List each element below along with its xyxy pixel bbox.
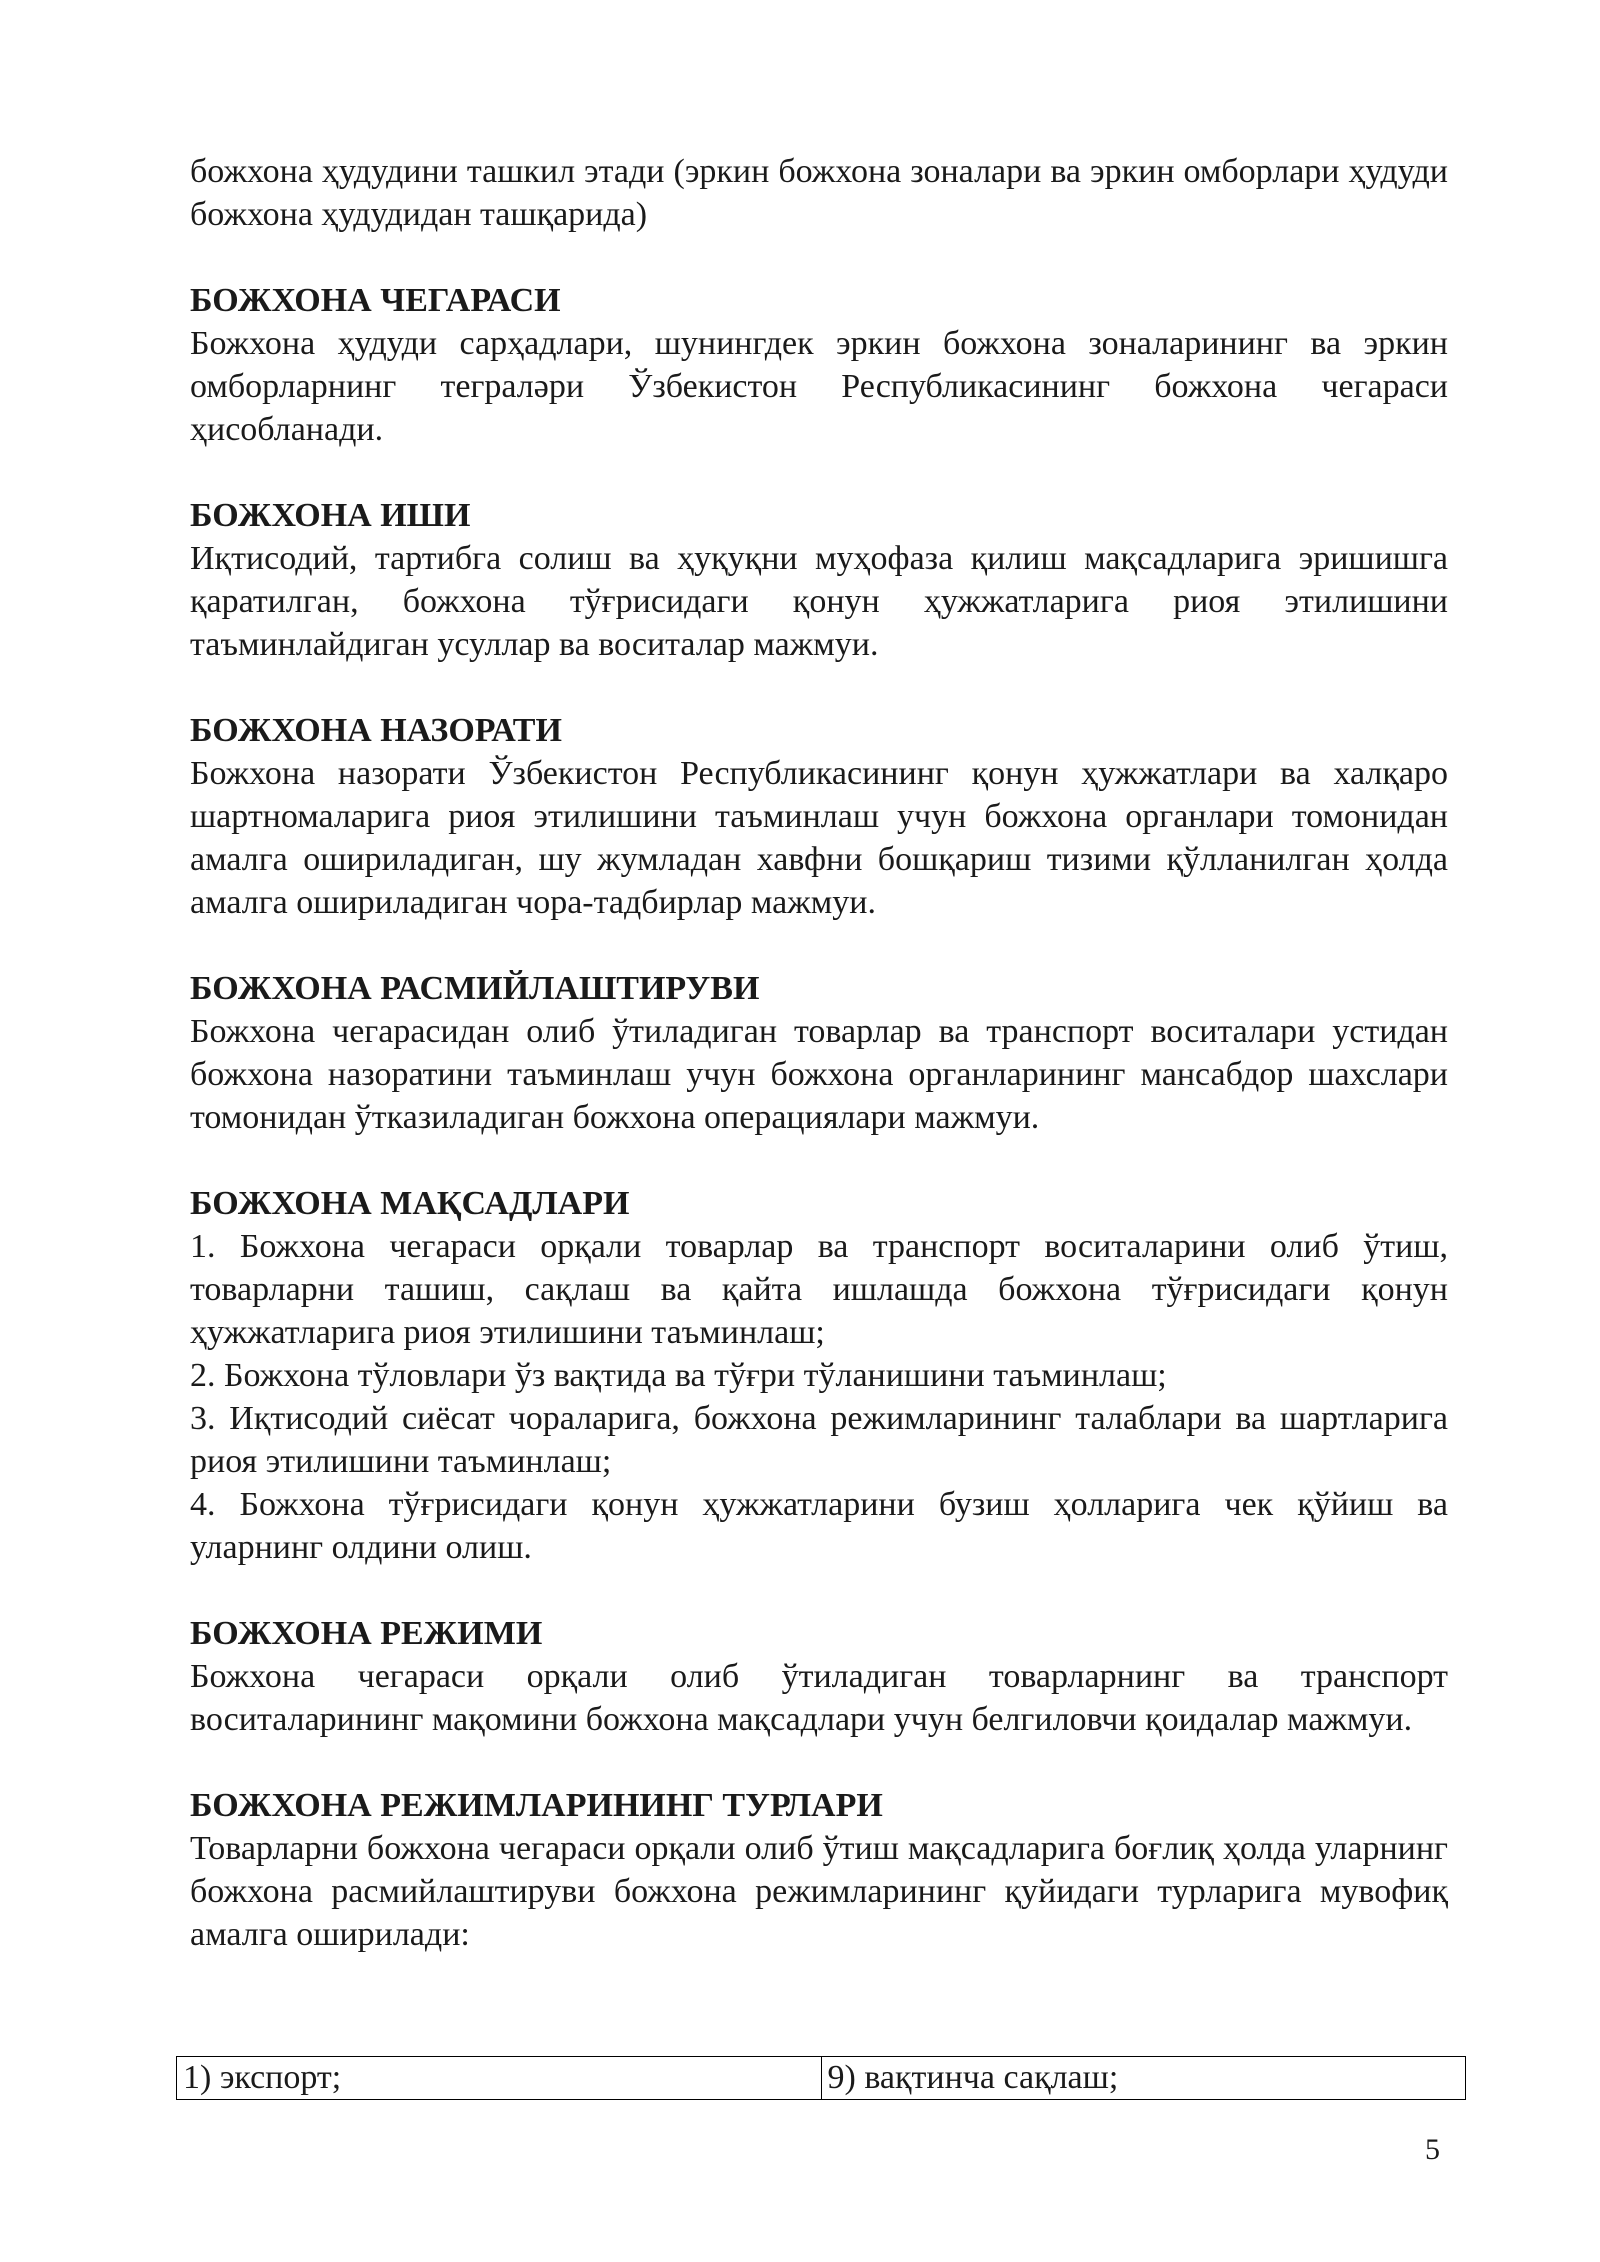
section-text: Товарларни божхона чегараси орқали олиб ўтиш мақсадларига боғлиқ ҳолда уларнинг божхона расмийлаштируви божхона режимларининг қуйидаги турларига мувофиқ амалга оширилади:	[190, 1830, 1448, 1953]
table-cell: 1) экспорт;	[177, 2057, 822, 2100]
section-customs-goals	[190, 1182, 1448, 1569]
regime-types-table	[176, 2056, 1466, 2100]
page-number: 5	[1425, 2133, 1440, 2166]
section-heading: БОЖХОНА ЧЕГАРАСИ	[190, 282, 561, 319]
section-heading: БОЖХОНА РЕЖИМЛАРИНИНГ ТУРЛАРИ	[190, 1787, 883, 1824]
section-text: Иқтисодий, тартибга солиш ва ҳуқуқни муҳофаза қилиш мақсадларига эришишга қаратилган, божхона тўғрисидаги қонун ҳужжатларига риоя этилишини таъминлайдиган усуллар ва воситалар мажмуи.	[190, 540, 1448, 663]
intro-paragraph: божхона ҳудудини ташкил этади (эркин божхона зоналари ва эркин омборлари ҳудуди божхона ҳудудидан ташқарида)	[190, 153, 1448, 233]
section-heading: БОЖХОНА ИШИ	[190, 497, 471, 534]
section-customs-regime	[190, 1612, 1448, 1741]
section-heading: БОЖХОНА НАЗОРАТИ	[190, 712, 562, 749]
section-heading: БОЖХОНА МАҚСАДЛАРИ	[190, 1185, 630, 1222]
section-text: Божхона чегарасидан олиб ўтиладиган товарлар ва транспорт воситалари устидан божхона назоратини таъминлаш учун божхона органларининг мансабдор шахслари томонидан ўтказиладиган божхона операциялари мажмуи.	[190, 1013, 1448, 1136]
section-text: Божхона чегараси орқали олиб ўтиладиган товарларнинг ва транспорт воситаларининг мақомини божхона мақсадлари учун белгиловчи қоидалар мажмуи.	[190, 1658, 1448, 1738]
list-item: 3. Иқтисодий сиёсат чораларига, божхона режимларининг талаблари ва шартларига риоя этилишини таъминлаш;	[190, 1400, 1448, 1480]
list-item: 4. Божхона тўғрисидаги қонун ҳужжатларини бузиш ҳолларига чек қўйиш ва уларнинг олдини олиш.	[190, 1486, 1448, 1566]
section-customs-control	[190, 709, 1448, 924]
section-heading: БОЖХОНА РАСМИЙЛАШТИРУВИ	[190, 970, 760, 1007]
section-customs-border	[190, 279, 1448, 451]
list-item: 2. Божхона тўловлари ўз вақтида ва тўғри тўланишини таъминлаш;	[190, 1357, 1167, 1394]
table-cell: 9) вақтинча сақлаш;	[821, 2057, 1466, 2100]
table-row	[177, 2057, 1466, 2100]
section-text: Божхона назорати Ўзбекистон Республикасининг қонун ҳужжатлари ва халқаро шартномаларига риоя этилишини таъминлаш учун божхона органлари томонидан амалга ошириладиган, шу жумладан хавфни бошқариш тизими қўлланилган ҳолда амалга ошириладиган чора-тадбирлар мажмуи.	[190, 755, 1448, 921]
section-customs-clearance	[190, 967, 1448, 1139]
section-heading: БОЖХОНА РЕЖИМИ	[190, 1615, 543, 1652]
section-customs-regime-types	[190, 1784, 1448, 1956]
section-text: Божхона ҳудуди сарҳадлари, шунингдек эркин божхона зоналарининг ва эркин омборларнинг теграләри Ўзбекистон Республикасининг божхона чегараси ҳисобланади.	[190, 325, 1448, 448]
document-page	[190, 150, 1448, 1956]
list-item: 1. Божхона чегараси орқали товарлар ва транспорт воситаларини олиб ўтиш, товарларни ташиш, сақлаш ва қайта ишлашда божхона тўғрисидаги қонун ҳужжатларига риоя этилишини таъминлаш;	[190, 1228, 1448, 1351]
section-customs-affairs	[190, 494, 1448, 666]
